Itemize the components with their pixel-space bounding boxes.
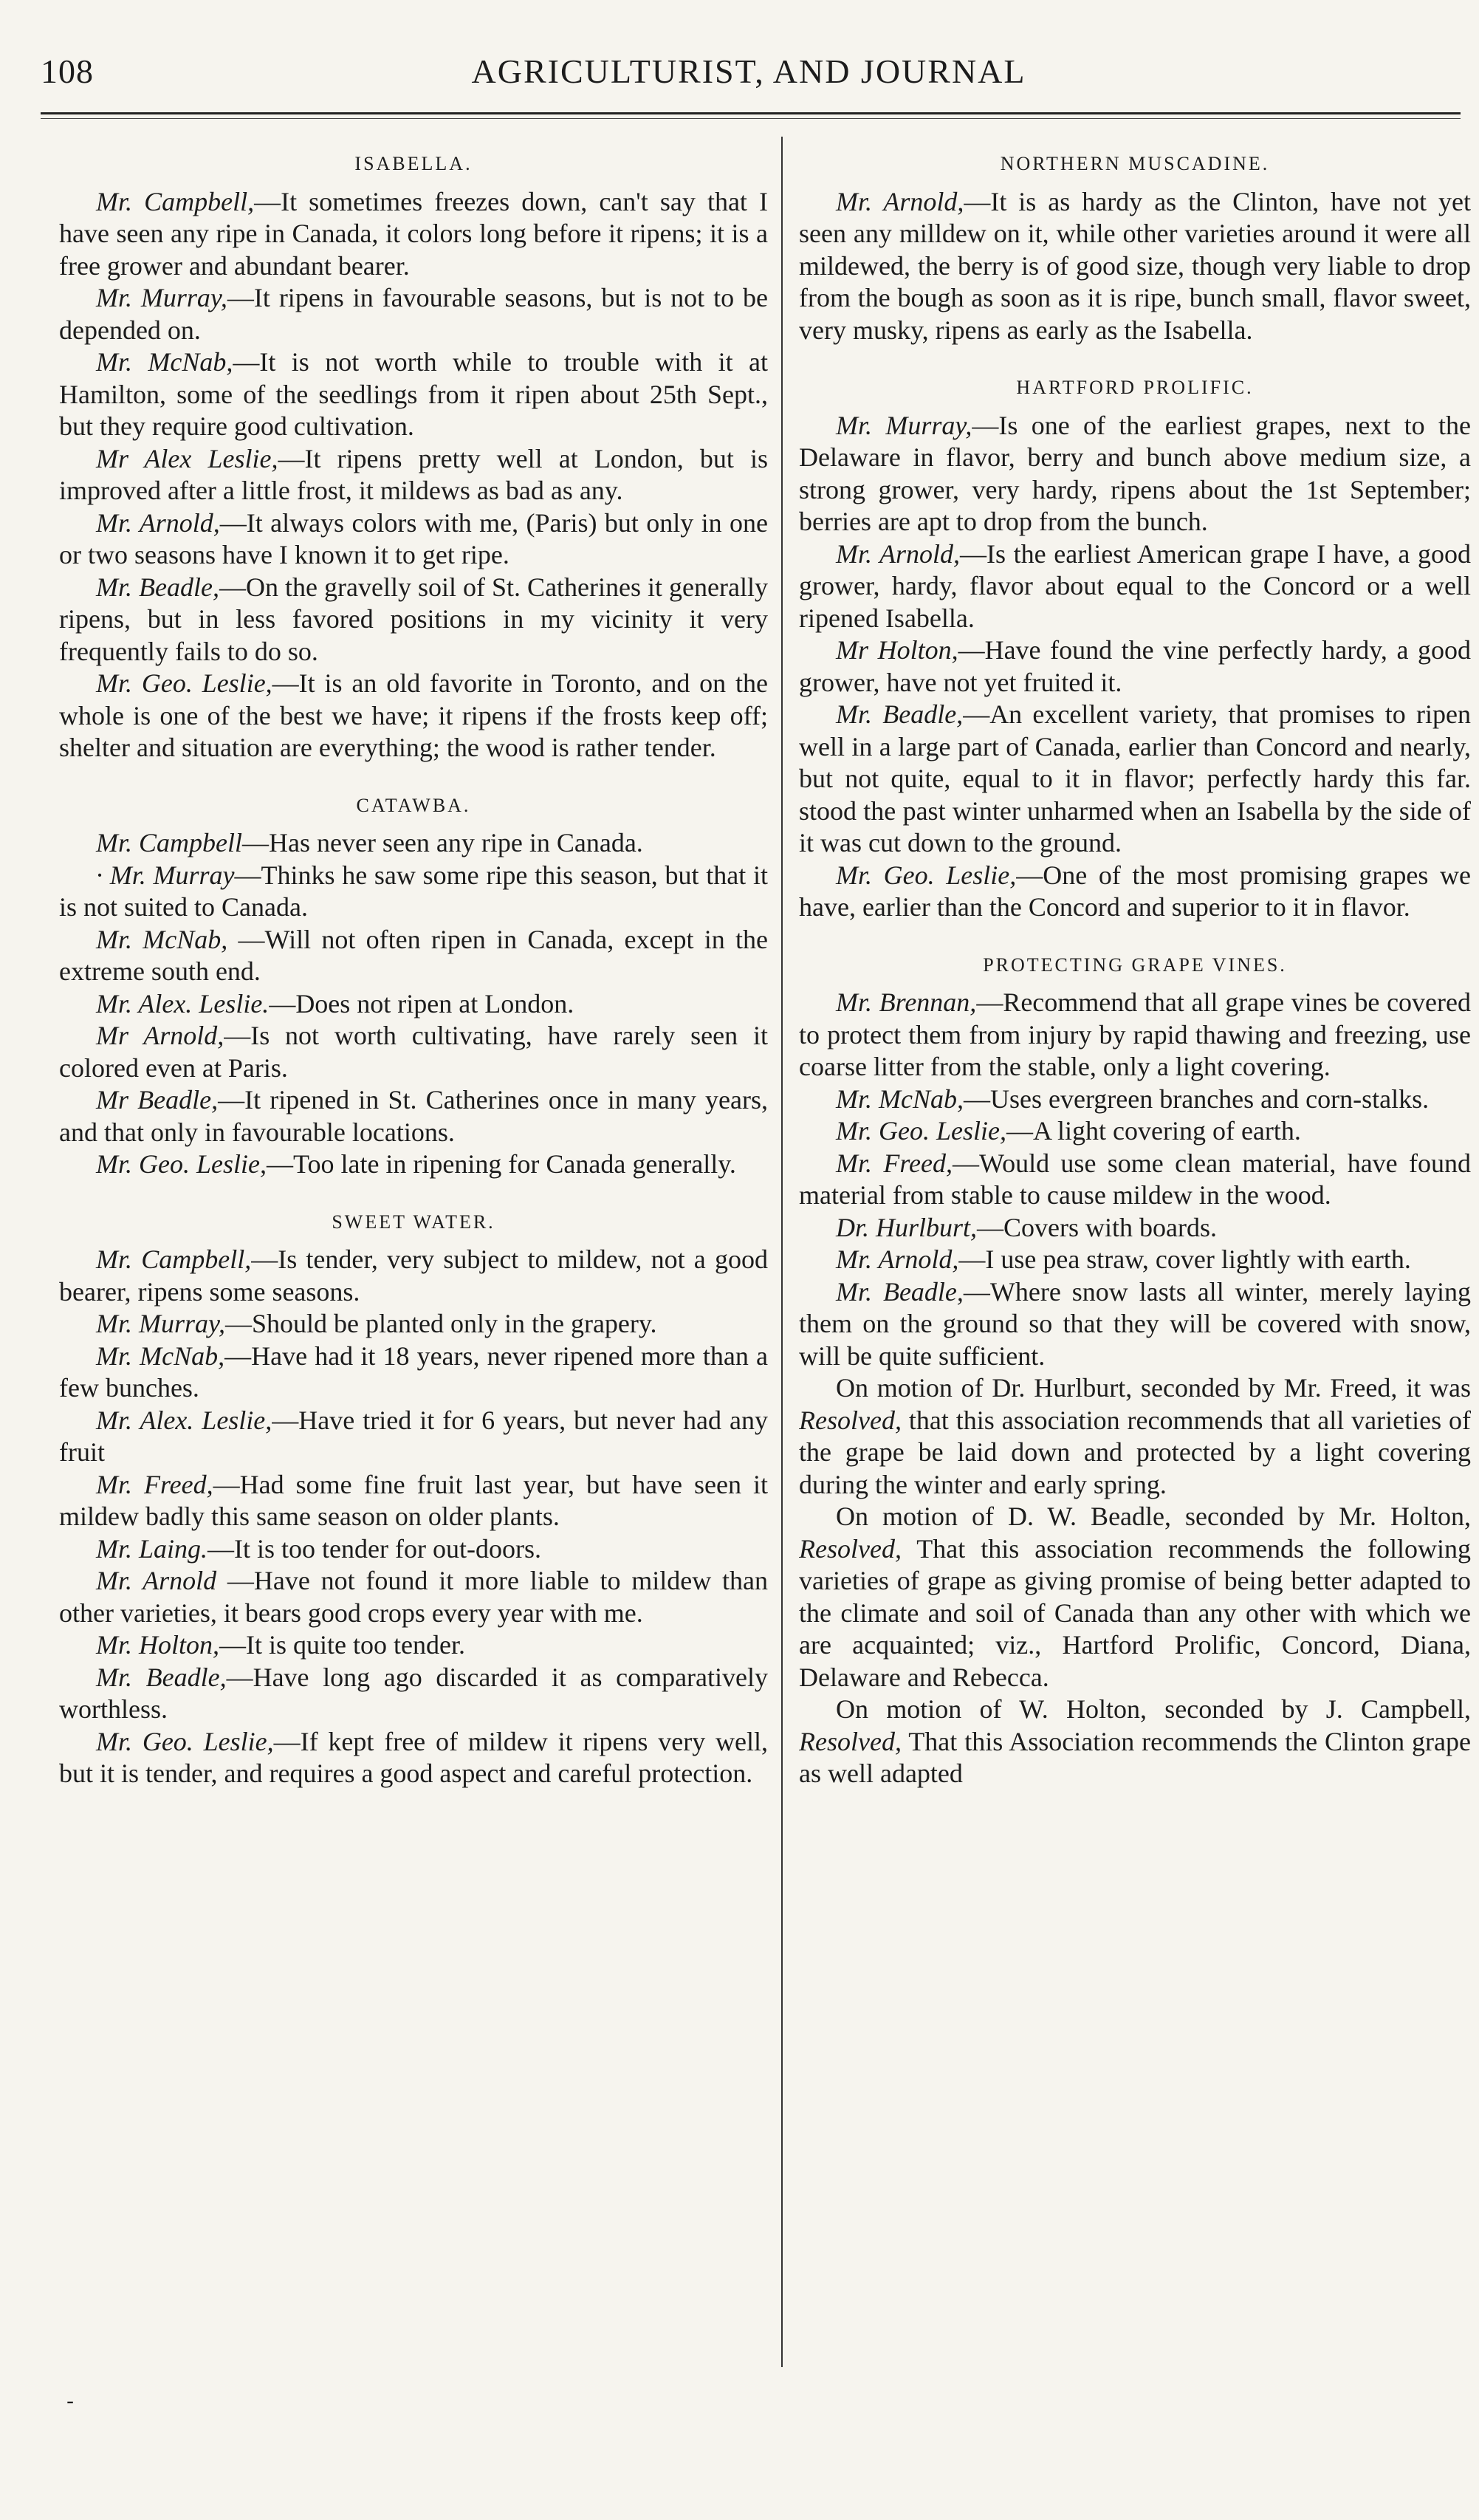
- speaker-name: Mr. Beadle,: [96, 572, 219, 602]
- entry-text: —A light covering of earth.: [1006, 1116, 1301, 1146]
- testimony-entry: [59, 1084, 768, 1148]
- testimony-entry: [59, 572, 768, 668]
- speaker-name: Mr Holton,: [836, 635, 958, 665]
- testimony-entry: [799, 1212, 1471, 1244]
- speaker-name: Mr. Holton,: [96, 1630, 220, 1660]
- entry-text: —Has never seen any ripe in Canada.: [242, 828, 643, 857]
- entry-text: —If kept free of mildew it ripens very well, but it is tender, and requires a good aspect and careful protection.: [59, 1726, 768, 1788]
- entry-text: —It sometimes freezes down, can't say that I have seen any ripe in Canada, it colors long before it ripens; it is a free grower and abundant bearer.: [59, 186, 768, 281]
- testimony-entry: [59, 1020, 768, 1084]
- speaker-name: Mr. Campbell: [96, 828, 242, 857]
- entry-text: —I use pea straw, cover lightly with earth.: [958, 1244, 1411, 1274]
- testimony-entry: [59, 1726, 768, 1790]
- header-rule: [41, 112, 1461, 114]
- section-heading: PROTECTING GRAPE VINES.: [983, 953, 1287, 976]
- entry-text: —It is an old favorite in Toronto, and on the whole is one of the best we have; it ripens if the frosts keep off; shelter and situation are everything; the wood is rather tender.: [59, 668, 768, 762]
- stray-mark: -: [66, 2389, 75, 2414]
- header-rule-thin: [41, 118, 1461, 119]
- speaker-name: Mr Alex Leslie,: [96, 443, 278, 473]
- speaker-name: Mr. Arnold,: [836, 1244, 959, 1274]
- entry-text: —Is the earliest American grape I have, a good grower, hardy, flavor about equal to the Concord or a well ripened Isabella.: [799, 538, 1471, 633]
- speaker-name: Mr. Murray,: [96, 1309, 226, 1338]
- entry-text: —Have had it 18 years, never ripened more than a few bunches.: [59, 1341, 768, 1403]
- speaker-name: Mr. Freed,: [96, 1469, 213, 1499]
- left-column: [59, 140, 768, 2430]
- entry-text: —It is quite too tender.: [219, 1630, 465, 1660]
- testimony-entry: [59, 443, 768, 507]
- entry-text: —Have long ago discarded it as comparatively worthless.: [59, 1662, 768, 1724]
- testimony-entry: [799, 699, 1471, 860]
- testimony-entry: [59, 1469, 768, 1533]
- testimony-entry: [59, 1565, 768, 1629]
- speaker-name: Mr Arnold,: [96, 1021, 224, 1050]
- entry-text: —Have tried it for 6 years, but never had any fruit: [59, 1405, 768, 1467]
- entry-text: —It is not worth while to trouble with it at Hamilton, some of the seedlings from it ripen about 25th Sept., but they require good cultivation.: [59, 347, 768, 441]
- entry-text: —It ripens in favourable seasons, but is not to be depended on.: [59, 283, 768, 345]
- entry-text: —Is not worth cultivating, have rarely seen it colored even at Paris.: [59, 1021, 768, 1083]
- speaker-name: Mr. Alex. Leslie.: [96, 988, 270, 1018]
- testimony-entry: [59, 860, 768, 924]
- entry-text: —Is one of the earliest grapes, next to the Delaware in flavor, berry and bunch above medium size, a strong grower, very hardy, ripens about the 1st September; berries are apt to drop from the bunch.: [799, 410, 1471, 536]
- speaker-name: Mr. McNab,: [96, 347, 233, 377]
- testimony-entry: [799, 1115, 1471, 1148]
- testimony-entry: [799, 1276, 1471, 1373]
- speaker-name: Mr. Beadle,: [836, 699, 964, 729]
- speaker-name: Mr. Brennan,: [836, 987, 977, 1017]
- page-number: 108: [41, 52, 94, 90]
- resolved-word: Resolved,: [799, 1533, 902, 1564]
- journal-title: AGRICULTURIST, AND JOURNAL: [471, 52, 1026, 90]
- entry-text: —Does not ripen at London.: [269, 988, 574, 1018]
- speaker-name: Mr. Geo. Leslie,: [836, 860, 1017, 890]
- entry-text: —Have found the vine perfectly hardy, a good grower, have not yet fruited it.: [799, 635, 1471, 697]
- page-header: [41, 52, 1457, 103]
- speaker-name: Mr. Campbell,: [96, 186, 255, 216]
- testimony-entry: [799, 860, 1471, 924]
- testimony-entry: [59, 1244, 768, 1308]
- motion-lead: On motion of W. Holton, seconded by J. Campbell,: [836, 1694, 1471, 1724]
- entry-text: —Should be planted only in the grapery.: [225, 1309, 657, 1338]
- column-divider: [781, 137, 783, 2367]
- entry-text: —It always colors with me, (Paris) but only in one or two seasons have I known it to get ripe.: [59, 507, 768, 569]
- speaker-name: · Mr. Murray: [96, 860, 235, 890]
- entry-text: —Is tender, very subject to mildew, not a good bearer, ripens some seasons.: [59, 1244, 768, 1307]
- motion-text: That this Association recommends the Clinton grape as well adapted: [799, 1726, 1471, 1788]
- section-heading: NORTHERN MUSCADINE.: [1000, 153, 1270, 174]
- entry-text: —It is too tender for out-doors.: [207, 1533, 541, 1564]
- testimony-entry: [59, 1533, 768, 1566]
- entry-text: —Covers with boards.: [977, 1212, 1218, 1242]
- testimony-entry: [59, 186, 768, 283]
- speaker-name: Mr. Geo. Leslie,: [836, 1116, 1006, 1146]
- speaker-name: Mr. Beadle,: [836, 1276, 964, 1307]
- motion-text: That this association recommends the following varieties of grape as giving promise of being better adapted to the climate and soil of Canada than any other with which we are acquainted; viz., Hartford Prolific, Concord, Diana, Delaware and Rebecca.: [799, 1533, 1471, 1692]
- section-heading: CATAWBA.: [356, 794, 471, 816]
- resolved-word: Resolved,: [799, 1726, 902, 1756]
- entry-text: —Where snow lasts all winter, merely laying them on the ground so that they will be covered with snow, will be quite sufficient.: [799, 1276, 1471, 1371]
- testimony-entry: [59, 346, 768, 443]
- testimony-entry: [59, 282, 768, 346]
- entry-text: —One of the most promising grapes we have, earlier than the Concord and superior to it in flavor.: [799, 860, 1471, 922]
- testimony-entry: [799, 987, 1471, 1083]
- entry-text: —Recommend that all grape vines be covered to protect them from injury by rapid thawing and freezing, use coarse litter from the stable, only a light covering.: [799, 987, 1471, 1081]
- testimony-entry: [799, 1244, 1471, 1276]
- right-column: [799, 140, 1471, 2430]
- entry-text: —Would use some clean material, have found material from stable to cause mildew in the wood.: [799, 1148, 1471, 1210]
- testimony-entry: [799, 1148, 1471, 1212]
- motion-paragraph: [799, 1372, 1471, 1501]
- speaker-name: Mr. McNab,: [96, 924, 228, 954]
- motion-paragraph: [799, 1694, 1471, 1790]
- testimony-entry: [799, 410, 1471, 538]
- speaker-name: Mr. McNab,: [836, 1083, 964, 1114]
- speaker-name: Mr. Laing.: [96, 1533, 208, 1564]
- motion-text: that this association recommends that all varieties of the grape be laid down and protected by a light covering during the winter and early spring.: [799, 1405, 1471, 1499]
- speaker-name: Mr. Arnold,: [96, 507, 220, 538]
- section-heading: ISABELLA.: [354, 153, 473, 174]
- speaker-name: Mr Beadle,: [96, 1085, 219, 1115]
- entry-text: —Had some fine fruit last year, but have seen it mildew badly this same season on older plants.: [59, 1469, 768, 1531]
- speaker-name: Mr. Arnold: [96, 1566, 217, 1595]
- section-heading: HARTFORD PROLIFIC.: [1016, 377, 1254, 398]
- testimony-entry: [59, 1341, 768, 1405]
- entry-text: —Thinks he saw some ripe this season, but that it is not suited to Canada.: [59, 860, 768, 922]
- speaker-name: Mr. Arnold,: [836, 538, 961, 569]
- speaker-name: Mr. Murray,: [836, 410, 972, 440]
- testimony-entry: [799, 1083, 1471, 1116]
- testimony-entry: [799, 186, 1471, 347]
- testimony-entry: [59, 924, 768, 988]
- entry-text: —An excellent variety, that promises to ripen well in a large part of Canada, earlier than Concord and nearly, but not quite, equal to it in flavor; perfectly hardy this far. stood the past winter unharmed when an Isabella by the side of it was cut down to the ground.: [799, 699, 1471, 857]
- testimony-entry: [59, 507, 768, 572]
- speaker-name: Dr. Hurlburt,: [836, 1212, 978, 1242]
- testimony-entry: [59, 1148, 768, 1181]
- speaker-name: Mr. Murray,: [96, 283, 227, 312]
- speaker-name: Mr. Arnold,: [836, 186, 964, 216]
- section-heading: SWEET WATER.: [332, 1211, 495, 1233]
- speaker-name: Mr. Geo. Leslie,: [96, 1149, 267, 1179]
- testimony-entry: [59, 668, 768, 764]
- speaker-name: Mr. Geo. Leslie,: [96, 668, 272, 698]
- resolved-word: Resolved,: [799, 1405, 902, 1435]
- entry-text: —Have not found it more liable to mildew than other varieties, it bears good crops every year with me.: [59, 1566, 768, 1628]
- speaker-name: Mr. McNab,: [96, 1341, 225, 1371]
- speaker-name: Mr. Geo. Leslie,: [96, 1726, 274, 1756]
- testimony-entry: [59, 988, 768, 1021]
- testimony-entry: [799, 538, 1471, 635]
- testimony-entry: [59, 1629, 768, 1662]
- speaker-name: Mr. Freed,: [836, 1148, 953, 1178]
- motion-lead: On motion of Dr. Hurlburt, seconded by Mr. Freed, it was: [836, 1373, 1471, 1403]
- motion-paragraph: [799, 1501, 1471, 1694]
- entry-text: —Will not often ripen in Canada, except in the extreme south end.: [59, 924, 768, 986]
- motion-lead: On motion of D. W. Beadle, seconded by Mr. Holton,: [836, 1502, 1471, 1531]
- testimony-entry: [799, 634, 1471, 699]
- entry-text: —It ripened in St. Catherines once in many years, and that only in favourable locations.: [59, 1085, 768, 1147]
- speaker-name: Mr. Alex. Leslie,: [96, 1405, 272, 1435]
- entry-text: —Uses evergreen branches and corn-stalks.: [964, 1083, 1430, 1114]
- entry-text: —Too late in ripening for Canada generally.: [266, 1149, 736, 1179]
- entry-text: —It is as hardy as the Clinton, have not yet seen any milldew on it, while other varieties around it were all mildewed, the berry is of good size, though very liable to drop from the bough as soon as it is ripe, bunch small, flavor sweet, very musky, ripens as early as the Isabella.: [799, 186, 1471, 345]
- testimony-entry: [59, 1308, 768, 1341]
- testimony-entry: [59, 1662, 768, 1726]
- testimony-entry: [59, 827, 768, 860]
- speaker-name: Mr. Beadle,: [96, 1662, 227, 1692]
- entry-text: —It ripens pretty well at London, but is improved after a little frost, it mildews as bad as any.: [59, 443, 768, 505]
- speaker-name: Mr. Campbell,: [96, 1244, 252, 1274]
- testimony-entry: [59, 1405, 768, 1469]
- entry-text: —On the gravelly soil of St. Catherines it generally ripens, but in less favored positions in my vicinity it very frequently fails to do so.: [59, 572, 768, 666]
